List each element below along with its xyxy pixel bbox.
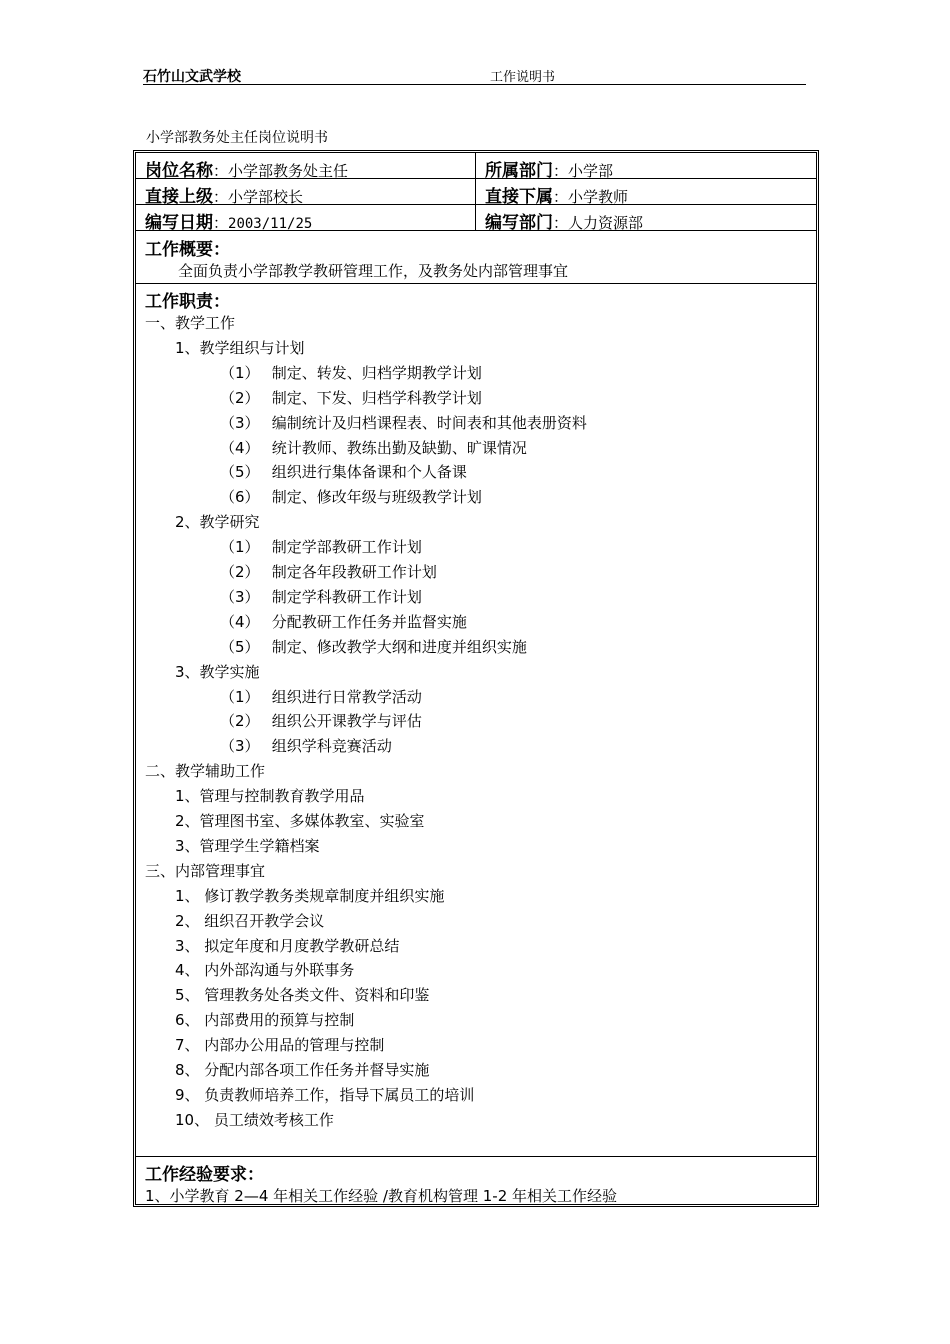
duty-line: 8、 分配内部各项工作任务并督导实施 [175,1061,430,1079]
duty-line: 3、教学实施 [175,662,260,681]
duty-line: （6） 制定、修改年级与班级教学计划 [220,488,482,507]
document-type: 工作说明书 [490,70,556,85]
document-title: 小学部教务处主任岗位说明书 [146,130,328,146]
duty-line: 9、 负责教师培养工作，指导下属员工的培训 [175,1085,475,1104]
dept-value: 小学部 [568,162,614,180]
duty-line: 3、管理学生学籍档案 [175,836,320,855]
experience-text: 1、小学教育 2—4 年相关工作经验 /教育机构管理 1-2 年相关工作经验 [145,1187,618,1205]
duty-line: 5、 管理教务处各类文件、资料和印鉴 [175,986,430,1005]
duty-line: 3、 拟定年度和月度教学教研总结 [175,936,400,955]
duty-line: （3） 制定学科教研工作计划 [220,587,422,606]
experience-section [136,1157,816,1204]
duty-line: 10、 员工绩效考核工作 [175,1110,334,1129]
duty-line: （4） 分配教研工作任务并监督实施 [220,612,467,631]
duty-line: （1） 组织进行日常教学活动 [220,687,422,706]
duty-line: （1） 制定、转发、归档学期教学计划 [220,363,482,382]
info-row-position: 岗位名称：小学部教务处主任 所属部门：小学部 [136,153,816,179]
duty-line: 6、 内部费用的预算与控制 [175,1011,355,1030]
summary-section [136,231,816,284]
superior-label: 直接上级 [145,187,213,207]
duty-line: （2） 制定、下发、归档学科教学计划 [220,388,482,407]
duty-line: （3） 组织学科竞赛活动 [220,737,392,756]
duty-line: （5） 组织进行集体备课和个人备课 [220,463,467,482]
duty-line: （2） 组织公开课教学与评估 [220,712,422,731]
position-value: 小学部教务处主任 [228,162,349,180]
duty-line: 1、管理与控制教育教学用品 [175,787,365,806]
duty-line: （5） 制定、修改教学大纲和进度并组织实施 [220,637,527,656]
duties-section [136,284,816,1157]
date-label: 编写日期 [145,213,213,233]
subordinate-label: 直接下属 [485,187,553,207]
author-dept-label: 编写部门 [485,213,553,233]
duty-line: 1、 修订教学教务类规章制度并组织实施 [175,886,445,905]
duty-line: 一、教学工作 [145,314,236,332]
duties-title: 工作职责： [145,292,230,312]
duty-line: （4） 统计教师、教练出勤及缺勤、旷课情况 [220,438,527,457]
position-label: 岗位名称 [145,161,213,181]
duty-line: 2、 组织召开教学会议 [175,911,325,930]
experience-title: 工作经验要求： [145,1165,264,1185]
subordinate-value: 小学教师 [568,188,629,206]
author-dept-value: 人力资源部 [568,214,644,232]
column-divider [475,153,476,230]
school-name: 石竹山文武学校 [143,69,241,85]
info-row-date: 编写日期：2003/11/25 编写部门：人力资源部 [136,205,816,231]
duty-line: 2、管理图书室、多媒体教室、实验室 [175,812,425,830]
duty-line: （1） 制定学部教研工作计划 [220,538,422,557]
duty-line: 2、教学研究 [175,513,260,532]
dept-label: 所属部门 [485,161,553,181]
summary-title: 工作概要： [145,240,230,260]
info-row-superior: 直接上级：小学部校长 直接下属：小学教师 [136,179,816,205]
duty-line: 1、教学组织与计划 [175,338,305,357]
duty-line: （3） 编制统计及归档课程表、时间表和其他表册资料 [220,413,587,432]
duty-line: 7、 内部办公用品的管理与控制 [175,1036,385,1055]
page-header [143,64,806,85]
duty-line: （2） 制定各年段教研工作计划 [220,563,437,581]
superior-value: 小学部校长 [228,188,304,206]
duty-line: 三、内部管理事宜 [145,861,266,880]
job-description-table [133,150,819,1207]
duty-line: 4、 内外部沟通与外联事务 [175,961,355,980]
summary-text: 全面负责小学部教学教研管理工作，及教务处内部管理事宜 [178,262,569,280]
duty-line: 二、教学辅助工作 [145,762,266,781]
date-value: 2003/11/25 [228,216,313,232]
